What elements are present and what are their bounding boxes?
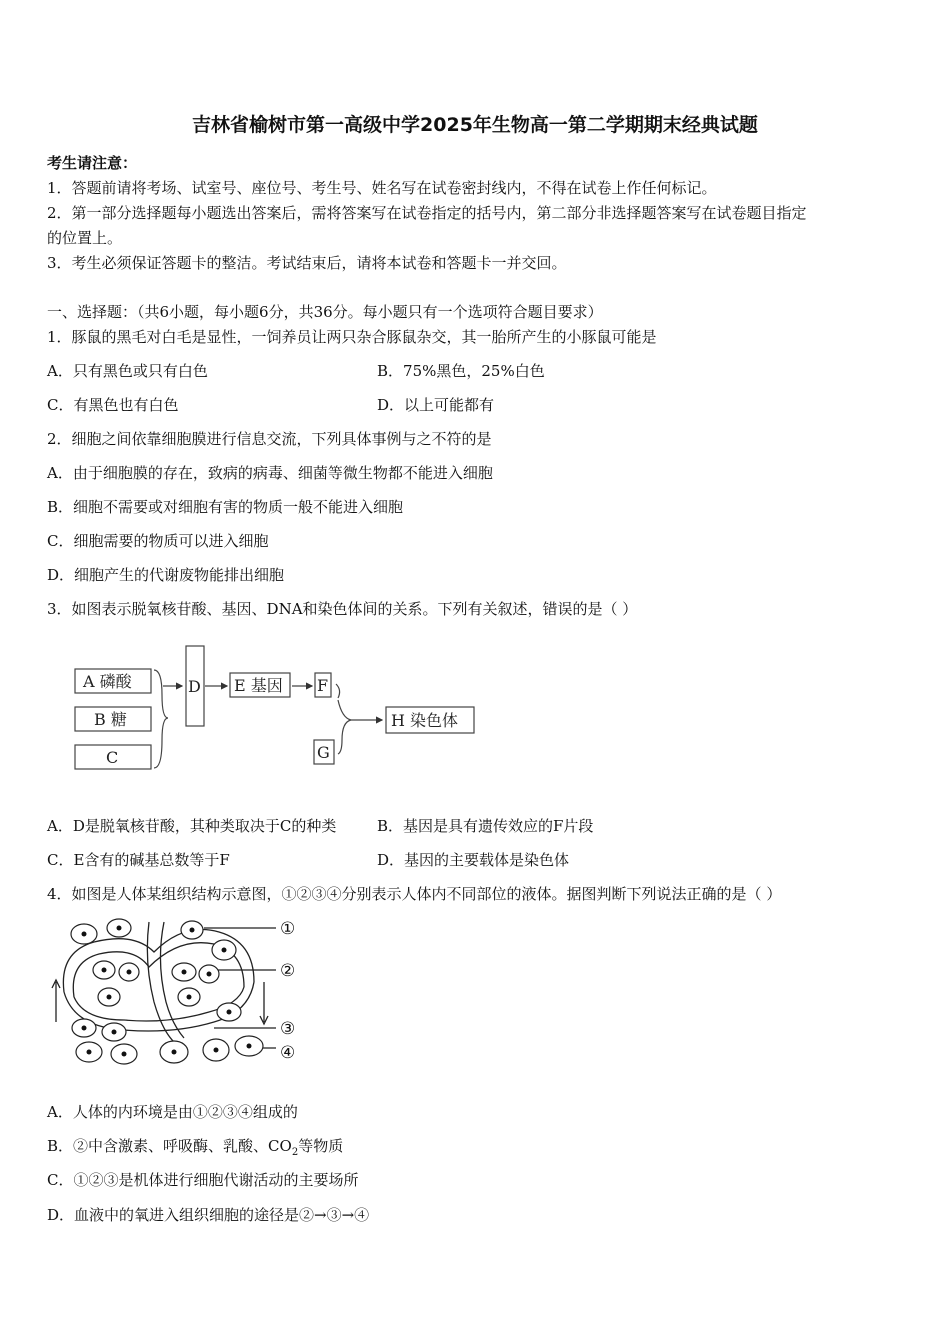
label-2: ② — [280, 961, 296, 981]
notice-item-3: 3．考生必须保证答题卡的整洁。考试结束后，请将本试卷和答题卡一并交回。 — [47, 254, 567, 272]
q4-option-b — [47, 1136, 343, 1163]
q4-option-c: C．①②③是机体进行细胞代谢活动的主要场所 — [47, 1171, 359, 1189]
notice-item-2-cont: 的位置上。 — [47, 229, 123, 247]
q2-option-b: B．细胞不需要或对细胞有害的物质一般不能进入细胞 — [47, 498, 404, 516]
label-3: ③ — [280, 1019, 296, 1039]
q3-option-c: C．E含有的碱基总数等于F — [47, 851, 230, 869]
notice-item-1: 1．答题前请将考场、试室号、座位号、考生号、姓名写在试卷密封线内，不得在试卷上作任何标记。 — [47, 179, 717, 197]
label-h: H 染色体 — [391, 711, 459, 730]
q1-option-a: A．只有黑色或只有白色 — [47, 362, 208, 380]
label-g: G — [317, 743, 330, 762]
section-heading: 一、选择题：（共6小题，每小题6分，共36分。每小题只有一个选项符合题目要求） — [47, 303, 603, 321]
q4-tissue-diagram — [44, 912, 314, 1072]
q4-stem: 4．如图是人体某组织结构示意图，①②③④分别表示人体内不同部位的液体。据图判断下列说法正确的是（ ） — [47, 885, 782, 903]
q1-option-b: B．75%黑色，25%白色 — [377, 362, 545, 380]
q2-option-d: D．细胞产生的代谢废物能排出细胞 — [47, 566, 285, 584]
label-b: B 糖 — [94, 710, 127, 729]
label-e: E 基因 — [234, 676, 283, 695]
q3-option-a: A．D是脱氧核苷酸，其种类取决于C的种类 — [47, 817, 337, 835]
q3-option-d: D．基因的主要载体是染色体 — [377, 851, 570, 869]
label-4: ④ — [280, 1043, 296, 1063]
q1-stem: 1．豚鼠的黑毛对白毛是显性，一饲养员让两只杂合豚鼠杂交，其一胎所产生的小豚鼠可能是 — [47, 328, 657, 346]
notice-item-2: 2．第一部分选择题每小题选出答案后，需将答案写在试卷指定的括号内，第二部分非选择题答案写在试卷题目指定 — [47, 204, 807, 222]
label-1: ① — [280, 919, 296, 939]
label-c: C — [106, 748, 119, 767]
q3-diagram — [66, 640, 486, 780]
q4-option-b-tail: 等物质 — [298, 1137, 344, 1155]
q4-option-b-subscript: 2 — [291, 1147, 299, 1158]
q4-option-b-text: B．②中含激素、呼吸酶、乳酸、CO — [47, 1137, 292, 1155]
q4-option-d: D．血液中的氧进入组织细胞的途径是②→③→④ — [47, 1206, 370, 1224]
q1-option-c: C．有黑色也有白色 — [47, 396, 179, 414]
q2-option-a: A．由于细胞膜的存在，致病的病毒、细菌等微生物都不能进入细胞 — [47, 464, 493, 482]
q3-stem: 3．如图表示脱氧核苷酸、基因、DNA和染色体间的关系。下列有关叙述，错误的是（ ） — [47, 600, 638, 618]
q4-option-a: A．人体的内环境是由①②③④组成的 — [47, 1103, 298, 1121]
label-d: D — [188, 677, 201, 696]
label-a: A 磷酸 — [83, 672, 132, 691]
q1-option-d: D．以上可能都有 — [377, 396, 495, 414]
q3-option-b: B．基因是具有遗传效应的F片段 — [377, 817, 594, 835]
notice-heading: 考生请注意： — [47, 154, 138, 172]
q2-option-c: C．细胞需要的物质可以进入细胞 — [47, 532, 269, 550]
q2-stem: 2．细胞之间依靠细胞膜进行信息交流，下列具体事例与之不符的是 — [47, 430, 492, 448]
page-title: 吉林省榆树市第一高级中学2025年生物高一第二学期期末经典试题 — [192, 114, 758, 136]
label-f: F — [317, 676, 329, 695]
